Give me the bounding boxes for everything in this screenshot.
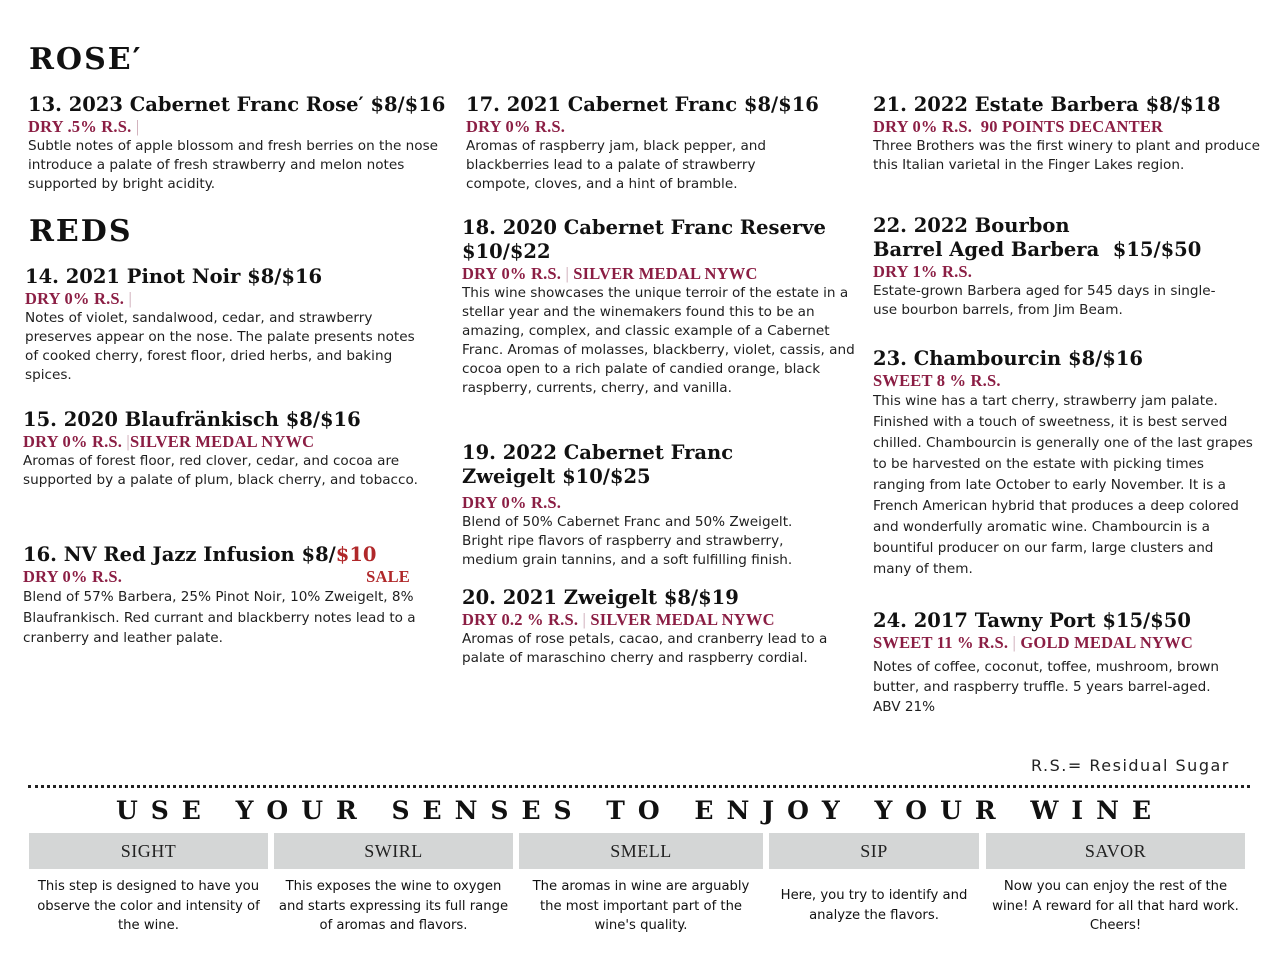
wine-title-line-1: 22. 2022 Bourbon [873, 214, 1070, 237]
sense-header: SAVOR [986, 833, 1245, 869]
wine-title: 19. 2022 Cabernet Franc Zweigelt $10/$25 [462, 441, 734, 488]
wine-item-18 [462, 216, 860, 398]
sense-sip [769, 833, 979, 925]
wine-description: This wine showcases the unique terroir of the estate in a stellar year and the winemakers found this to be an amazing, complex, and classic example of a Cabernet Franc. Aromas of molasses, blackberry, violet, cassis, and cocoa open to a rich palate of candied orange, black raspberry, currents, cherry, and vanilla. [462, 285, 855, 396]
wine-item-19 [462, 441, 832, 570]
wine-title: 18. 2020 Cabernet Franc Reserve $10/$22 [462, 216, 826, 263]
wine-meta [462, 264, 860, 284]
sense-swirl [274, 833, 513, 936]
sale-badge: SALE [366, 567, 410, 586]
wine-item-23 [873, 347, 1253, 580]
residual-sugar-footnote: R.S.= Residual Sugar [1031, 756, 1230, 775]
dotted-divider [28, 785, 1250, 788]
wine-sugar: DRY 0.2 % R.S. [462, 610, 579, 629]
wine-award: 90 POINTS DECANTER [972, 117, 1164, 136]
wine-description: Subtle notes of apple blossom and fresh berries on the nose introduce a palate of fresh strawberry and melon notes supported by bright acidity. [28, 138, 439, 192]
wine-description: Blend of 57% Barbera, 25% Pinot Noir, 10% Zweigelt, 8% Blaufrankisch. Red currant and blackberry notes lead to a cranberry and leather palate. [23, 589, 416, 646]
wine-item-21 [873, 93, 1260, 175]
wine-meta [25, 289, 420, 309]
wine-meta: SWEET 8 % R.S. [873, 371, 1001, 390]
wine-title-line-2: Barrel Aged Barbera $15/$50 [873, 238, 1202, 261]
wine-meta: DRY 0% R.S. [462, 493, 562, 512]
wine-sugar: DRY 0% R.S. [23, 432, 123, 451]
wine-sugar: DRY 0% R.S. [25, 289, 125, 308]
wine-title: 21. 2022 Estate Barbera $8/$18 [873, 93, 1221, 116]
wine-meta: DRY 1% R.S. [873, 262, 973, 281]
wine-sugar: DRY 0% R.S. [23, 567, 123, 586]
wine-item-15 [23, 408, 418, 490]
wine-meta [462, 610, 837, 630]
wine-title: 17. 2021 Cabernet Franc $8/$16 [466, 93, 819, 116]
sense-header: SWIRL [274, 833, 513, 869]
sense-description: The aromas in wine are arguably the most important part of the wine's quality. [532, 879, 750, 933]
sense-header: SIGHT [29, 833, 268, 869]
sense-smell [519, 833, 763, 936]
wine-description: Aromas of forest floor, red clover, cedar, and cocoa are supported by a palate of plum, black cherry, and tobacco. [23, 453, 418, 488]
wine-sugar: DRY .5% R.S. [28, 117, 132, 136]
wine-item-17 [466, 93, 819, 194]
wine-description: Estate-grown Barbera aged for 545 days in single-use bourbon barrels, from Jim Beam. [873, 283, 1216, 318]
meta-separator: | [122, 432, 130, 451]
wine-award: GOLD MEDAL NYWC [1020, 633, 1193, 652]
wine-description: Notes of coffee, coconut, toffee, mushroom, brown butter, and raspberry truffle. 5 years barrel-aged. ABV 21% [873, 659, 1220, 715]
wine-title [23, 543, 418, 567]
senses-title: USE YOUR SENSES TO ENJOY YOUR WINE [115, 796, 1165, 825]
sense-description: Here, you try to identify and analyze the flavors. [780, 888, 968, 923]
wine-award: SILVER MEDAL NYWC [590, 610, 775, 629]
wine-description: This wine has a tart cherry, strawberry jam palate. Finished with a touch of sweetness, it is best served chilled. Chambourcin is generally one of the last grapes to be harvested on the estate with picking times ranging from late October to early November. It is a French American hybrid that produces a deep colored and wonderfully aromatic wine. Chambourcin is a bountiful producer on our farm, large clusters and many of them. [873, 393, 1253, 577]
wine-title: 15. 2020 Blaufränkisch $8/$16 [23, 408, 361, 431]
meta-separator: | [135, 117, 140, 136]
sale-price: $10 [335, 543, 377, 566]
wine-meta [23, 567, 410, 587]
wine-item-13 [28, 93, 446, 194]
meta-separator: | [1012, 633, 1017, 652]
wine-description: Notes of violet, sandalwood, cedar, and strawberry preserves appear on the nose. The palate presents notes of cooked cherry, forest floor, dried herbs, and baking spices. [25, 310, 415, 383]
wine-sugar: SWEET 11 % R.S. [873, 633, 1009, 652]
sense-savor [986, 833, 1245, 936]
wine-award: SILVER MEDAL NYWC [129, 432, 315, 451]
wine-award: SILVER MEDAL NYWC [573, 264, 758, 283]
wine-meta [873, 117, 1260, 137]
wine-title-text: 16. NV Red Jazz Infusion $8/ [23, 543, 336, 566]
wine-title: 24. 2017 Tawny Port $15/$50 [873, 609, 1191, 632]
section-title-rose: ROSE′ [29, 42, 143, 77]
wine-title: 20. 2021 Zweigelt $8/$19 [462, 586, 739, 609]
wine-sugar: DRY 0% R.S. [873, 117, 973, 136]
wine-sugar: DRY 0% R.S. [462, 264, 562, 283]
sense-description: This step is designed to have you observe the color and intensity of the wine. [37, 879, 260, 933]
wine-meta [28, 117, 443, 137]
sense-description: This exposes the wine to oxygen and starts expressing its full range of aromas and flavors. [278, 879, 509, 933]
sense-description: Now you can enjoy the rest of the wine! A reward for all that hard work. Cheers! [992, 879, 1239, 933]
wine-item-20 [462, 586, 837, 668]
wine-title: 23. Chambourcin $8/$16 [873, 347, 1143, 370]
wine-meta [873, 633, 1253, 653]
wine-description: Aromas of raspberry jam, black pepper, and blackberries lead to a palate of strawberry compote, cloves, and a hint of bramble. [466, 138, 767, 192]
section-title-reds: REDS [29, 214, 133, 249]
sense-header: SMELL [519, 833, 763, 869]
sense-sight [29, 833, 268, 936]
wine-title: 13. 2023 Cabernet Franc Rose′ $8/$16 [28, 93, 446, 116]
wine-item-16 [23, 543, 418, 649]
meta-separator: | [128, 289, 132, 308]
sense-header: SIP [769, 833, 979, 869]
wine-item-14 [25, 265, 420, 385]
wine-title: 14. 2021 Pinot Noir $8/$16 [25, 265, 323, 288]
wine-description: Aromas of rose petals, cacao, and cranberry lead to a palate of maraschino cherry and raspberry cordial. [462, 631, 828, 666]
wine-item-22 [873, 214, 1260, 320]
meta-separator: | [565, 264, 569, 283]
wine-meta: DRY 0% R.S. [466, 117, 566, 136]
wine-meta [23, 432, 418, 452]
wine-item-24 [873, 609, 1253, 717]
wine-description: Three Brothers was the first winery to plant and produce this Italian varietal in the Finger Lakes region. [873, 138, 1260, 173]
wine-description: Blend of 50% Cabernet Franc and 50% Zweigelt. Bright ripe flavors of raspberry and strawberry, medium grain tannins, and a soft fulfilling finish. [462, 514, 793, 568]
meta-separator: | [582, 610, 587, 629]
